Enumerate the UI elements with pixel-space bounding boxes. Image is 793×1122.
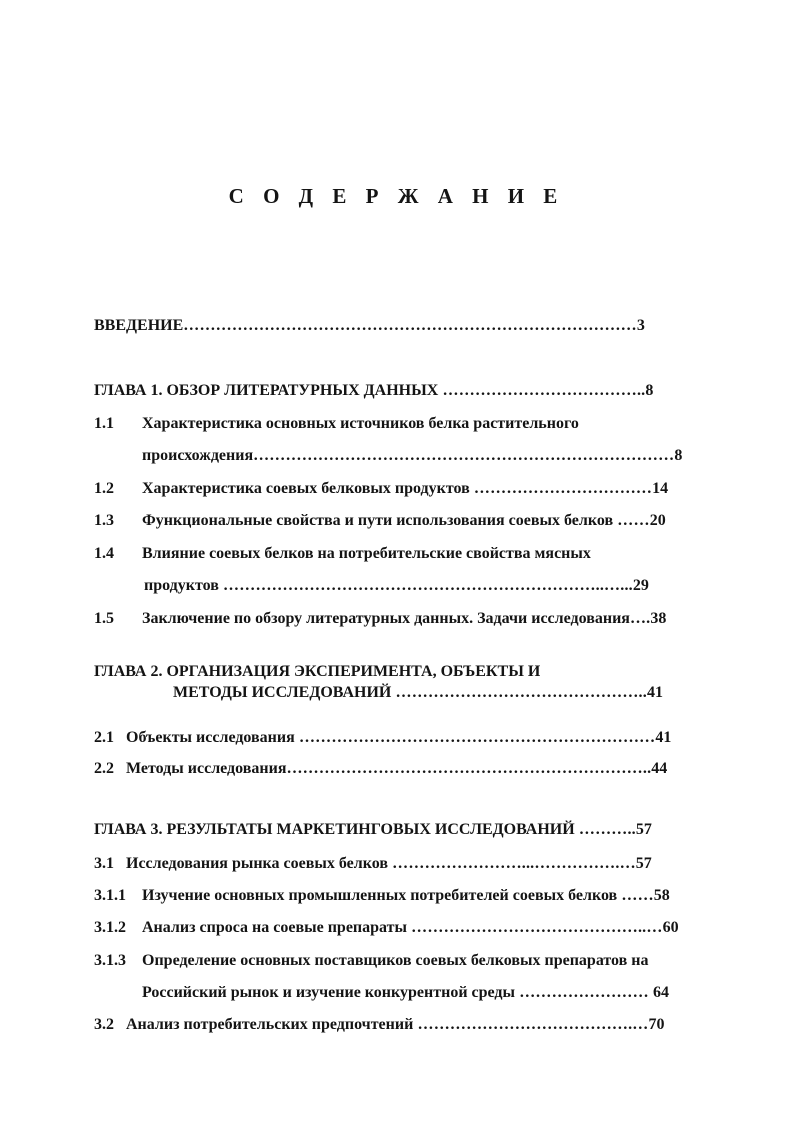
toc-entry-text: Изучение основных промышленных потребителей соевых белков: [142, 887, 618, 904]
toc-entry-leader: ….: [629, 610, 651, 627]
toc-entry-leader: ………..: [574, 821, 636, 838]
toc-entry-number: 3.1: [94, 855, 114, 872]
toc-entry-leader: ……………………………: [469, 480, 653, 497]
toc-entry-text: Влияние соевых белков на потребительские свойства мясных: [142, 545, 591, 562]
toc-entry-text: происхождения: [142, 447, 254, 464]
toc-entry-1-1-cont: [142, 446, 682, 466]
toc-entry-3-1-1: [94, 886, 670, 906]
toc-entry-text: Российский рынок и изучение конкурентной среды: [142, 984, 516, 1001]
toc-entry-1-1: [94, 414, 579, 434]
toc-entry-number: 1.1: [94, 415, 114, 432]
toc-entry-3-1: [94, 854, 652, 874]
toc-entry-page: 29: [632, 577, 649, 594]
toc-entry-page: 8: [645, 382, 654, 399]
toc-entry-1-5: [94, 609, 666, 629]
toc-entry-text: Характеристика основных источников белка растительного: [142, 415, 579, 432]
toc-entry-leader: …………………………………………………………………………: [183, 317, 637, 334]
toc-entry-page: 14: [652, 480, 669, 497]
toc-entry-leader: ……: [617, 887, 654, 904]
toc-entry-number: 1.3: [94, 512, 114, 529]
toc-entry-text: Методы исследования: [126, 760, 287, 777]
toc-entry-3-2: [94, 1015, 665, 1035]
toc-entry-text: продуктов: [144, 577, 219, 594]
toc-entry-3-1-3-cont: [142, 983, 669, 1003]
toc-entry-leader: ………………………………..: [438, 382, 646, 399]
toc-entry-text: ГЛАВА 1. ОБЗОР ЛИТЕРАТУРНЫХ ДАННЫХ: [94, 382, 439, 399]
toc-entry-chapter-1: [94, 381, 653, 401]
toc-entry-text: ГЛАВА 2. ОРГАНИЗАЦИЯ ЭКСПЕРИМЕНТА, ОБЪЕКТЫ И: [94, 663, 541, 680]
toc-entry-number: 1.4: [94, 545, 114, 562]
toc-entry-page: 58: [653, 887, 670, 904]
toc-entry-chapter-2: [94, 662, 540, 682]
toc-entry-leader: ……………………: [515, 984, 654, 1001]
toc-entry-chapter-2-cont: [173, 683, 663, 703]
toc-entry-introduction: [94, 316, 645, 336]
toc-entry-leader: ……………………………………………………………..…...: [218, 577, 633, 594]
toc-entry-page: 3: [636, 317, 645, 334]
toc-entry-page: 70: [648, 1016, 665, 1033]
toc-entry-text: МЕТОДЫ ИССЛЕДОВАНИЙ: [173, 684, 392, 701]
toc-entry-2-1: [94, 728, 671, 748]
toc-entry-text: Исследования рынка соевых белков: [126, 855, 388, 872]
toc-entry-1-3: [94, 511, 666, 531]
toc-entry-3-1-2: [94, 918, 679, 938]
toc-entry-number: 2.1: [94, 729, 114, 746]
toc-entry-leader: ………………………………….…: [413, 1016, 649, 1033]
toc-entry-1-4: [94, 544, 591, 564]
toc-entry-page: 44: [651, 760, 668, 777]
toc-entry-number: 3.2: [94, 1016, 114, 1033]
toc-entry-number: 2.2: [94, 760, 114, 777]
toc-entry-text: Анализ потребительских предпочтений: [126, 1016, 414, 1033]
toc-entry-leader: ………………………………………..: [391, 684, 647, 701]
toc-entry-leader: …………………………………………………………..: [286, 760, 652, 777]
toc-entry-text: ГЛАВА 3. РЕЗУЛЬТАТЫ МАРКЕТИНГОВЫХ ИССЛЕДОВАНИЙ: [94, 821, 575, 838]
toc-entry-page: 8: [674, 447, 683, 464]
toc-entry-page: 57: [635, 855, 652, 872]
toc-entry-text: Заключение по обзору литературных данных. Задачи исследования: [142, 610, 630, 627]
page-title: С О Д Е Р Ж А Н И Е: [228, 184, 565, 208]
toc-entry-text: Функциональные свойства и пути использования соевых белков: [142, 512, 614, 529]
toc-entry-leader: ……………………………………..…: [406, 919, 663, 936]
toc-entry-1-4-cont: [144, 576, 649, 596]
toc-entry-page: 20: [649, 512, 666, 529]
toc-entry-page: 38: [650, 610, 667, 627]
toc-entry-page: 60: [662, 919, 679, 936]
toc-entry-text: ВВЕДЕНИЕ: [94, 317, 184, 334]
toc-entry-number: 1.5: [94, 610, 114, 627]
toc-entry-number: 1.2: [94, 480, 114, 497]
toc-entry-2-2: [94, 759, 667, 779]
toc-entry-text: Определение основных поставщиков соевых белковых препаратов на: [142, 952, 649, 969]
toc-entry-number: 3.1.3: [94, 952, 126, 969]
toc-entry-leader: ……: [613, 512, 650, 529]
toc-entry-page: 41: [655, 729, 672, 746]
toc-entry-chapter-3: [94, 820, 652, 840]
toc-entry-text: Характеристика соевых белковых продуктов: [142, 480, 470, 497]
toc-entry-text: Объекты исследования: [126, 729, 295, 746]
toc-entry-leader: …………………………………………………………: [294, 729, 656, 746]
toc-entry-leader: ……………………………………………………………………: [253, 447, 675, 464]
toc-entry-page: 64: [653, 984, 670, 1001]
toc-entry-number: 3.1.2: [94, 919, 126, 936]
toc-entry-3-1-3: [94, 951, 649, 971]
toc-entry-1-2: [94, 479, 668, 499]
toc-entry-page: 57: [635, 821, 652, 838]
toc-entry-leader: ……………………...…………….…: [387, 855, 636, 872]
toc-entry-number: 3.1.1: [94, 887, 126, 904]
toc-entry-text: Анализ спроса на соевые препараты: [142, 919, 407, 936]
toc-entry-page: 41: [646, 684, 663, 701]
